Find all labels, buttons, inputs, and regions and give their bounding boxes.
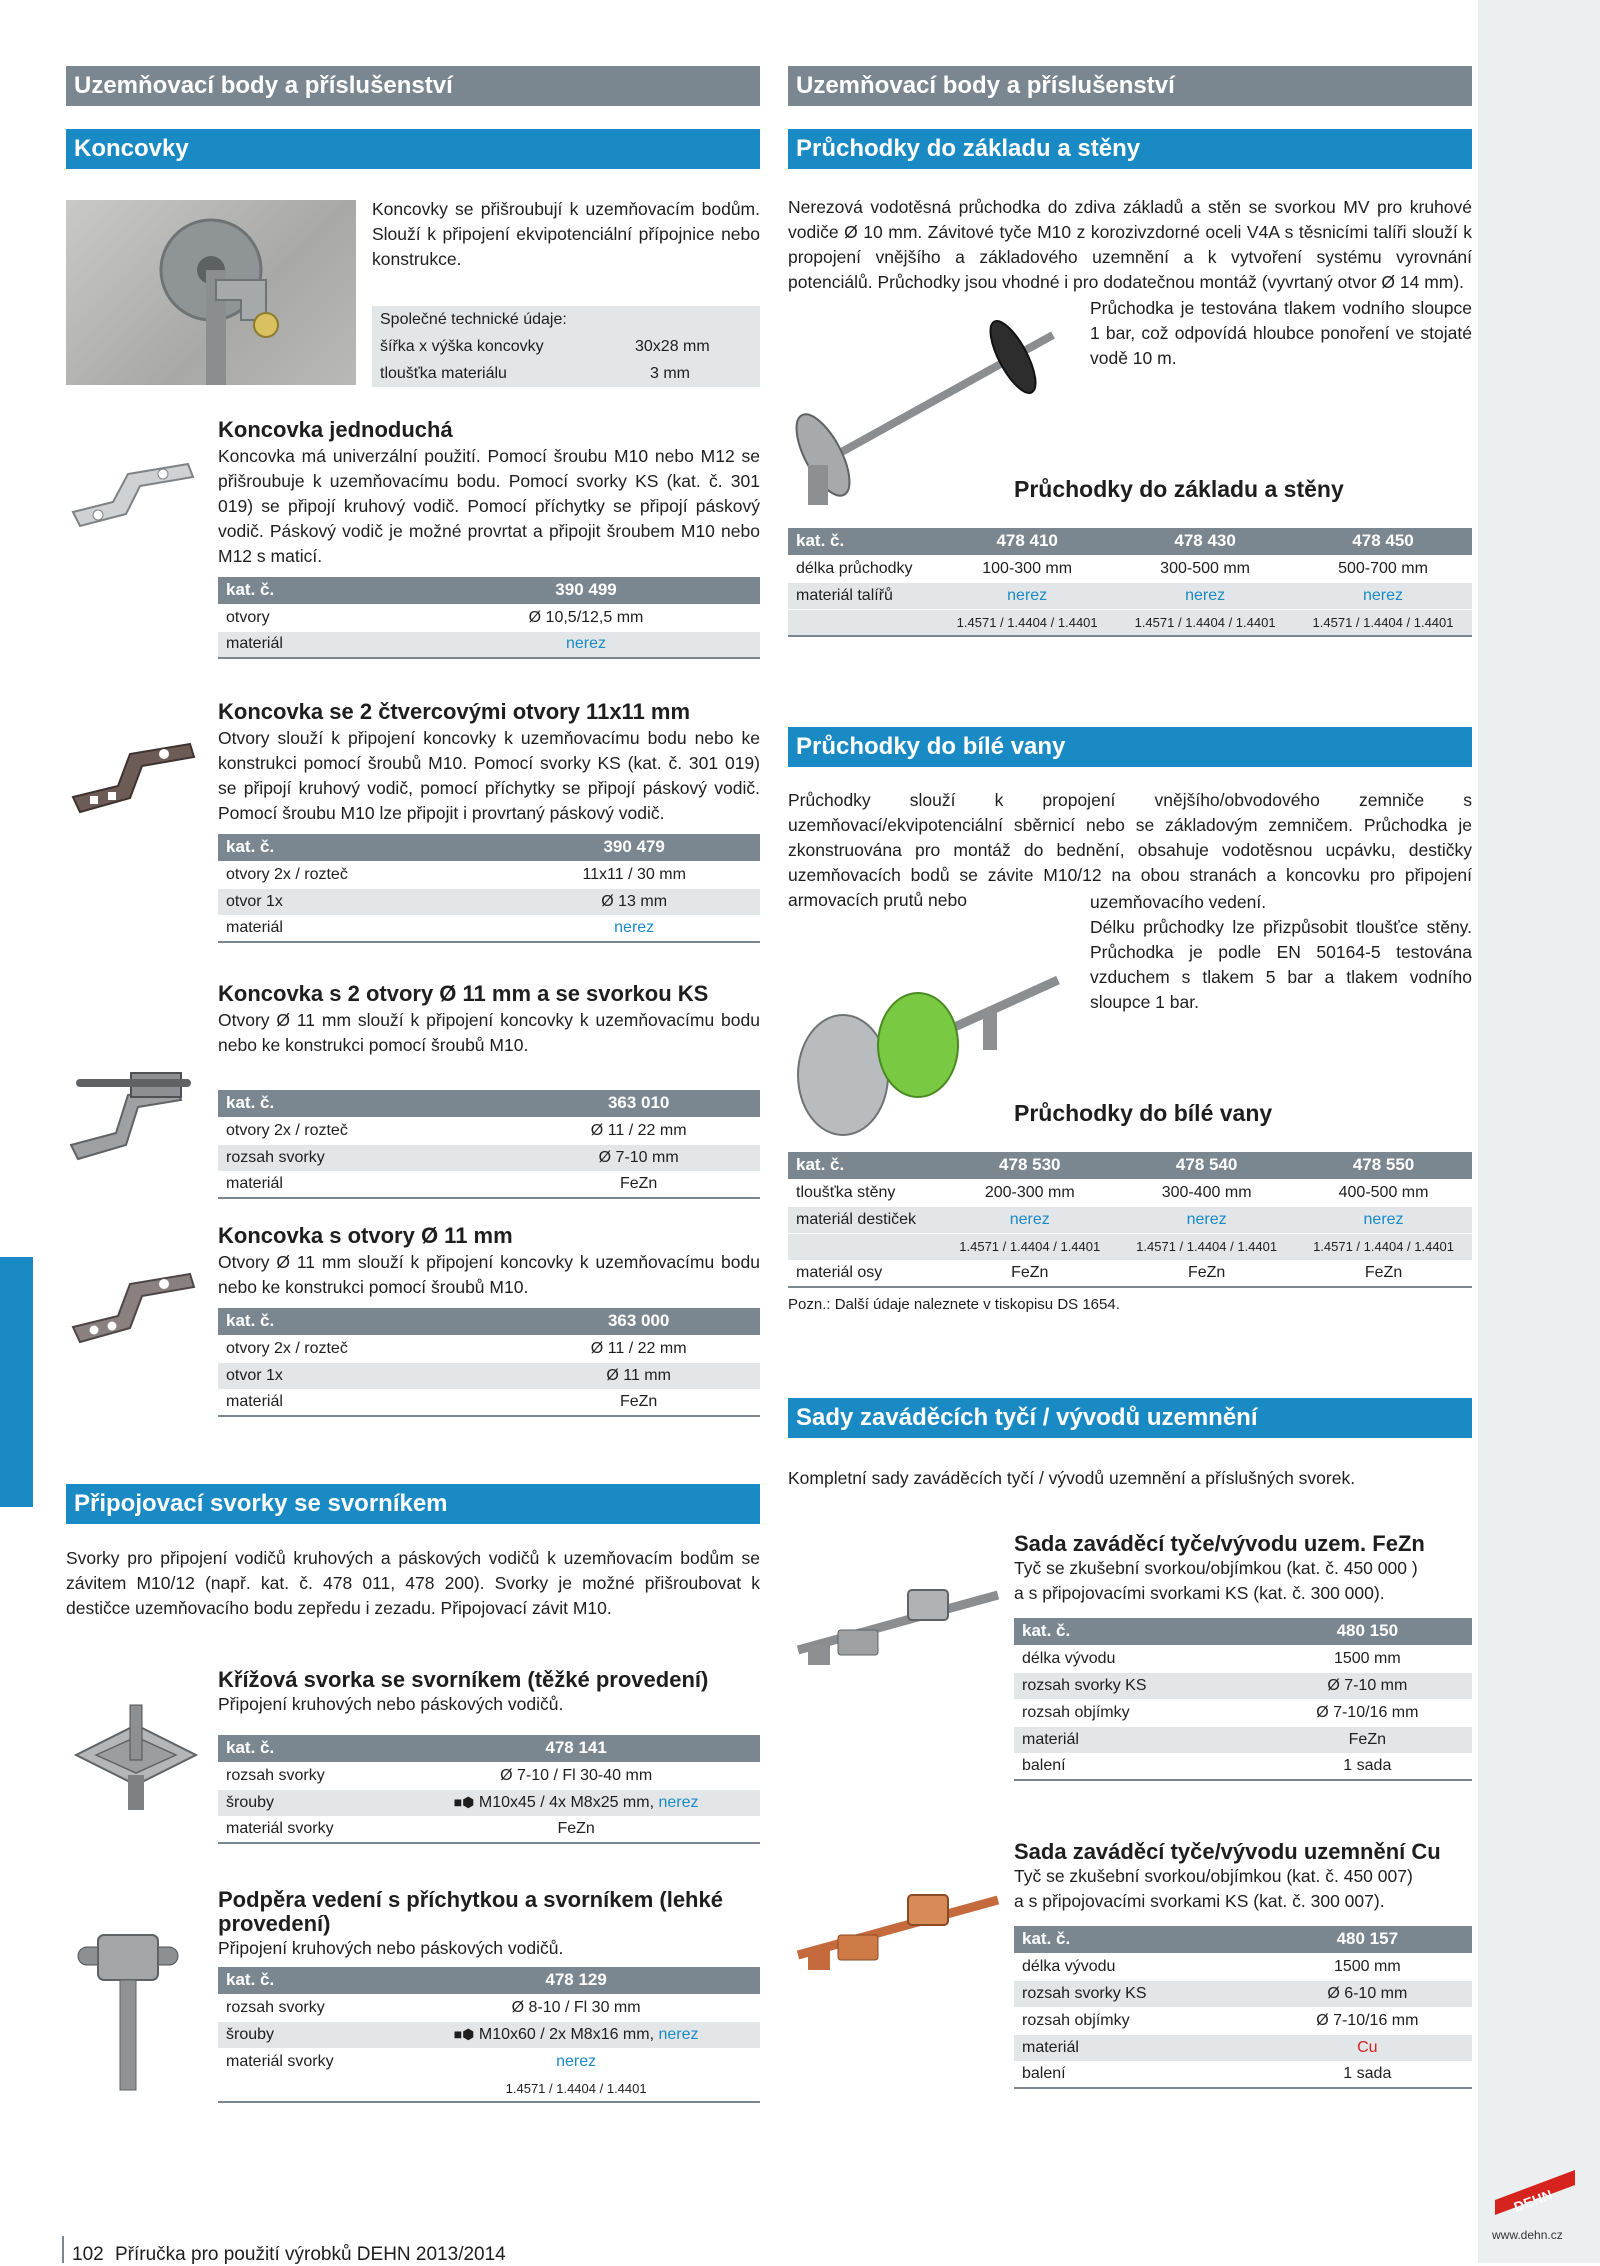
product-koncovka-ctvercove-otvory [218,700,760,943]
spec-table: kat. č. 363 010 otvory 2x / rozteč Ø 11 / 22 mm rozsah svorky Ø 7-10 mm materiál FeZn [218,1090,760,1199]
zaklad-intro: Nerezová vodotěsná průchodka do zdiva základů a stěn se svorkou MV pro kruhové vodiče Ø 10 mm. Závitové tyče M10 z korozivzdorné oceli V4A s těsnicími talíři slouží k propojení vnějšího a základového uzemnění a k vytvoření systému vyrovnání potenciálů. Průchodky jsou vhodné i pro dodatečnou montáž (vyvrtaný otvor Ø 14 mm). [788,197,1472,292]
footer-title: Příručka pro použití výrobků DEHN 2013/2014 [114,2244,506,2265]
vany-table-title: Průchodky do bílé vany [1014,1100,1273,1126]
product-title: Koncovka s 2 otvory Ø 11 mm a se svorkou KS [218,981,709,1006]
zaklad-table-title: Průchodky do základu a stěny [1014,476,1344,502]
svorky-intro: Svorky pro připojení vodičů kruhových a páskových vodičů k uzemňovacím bodům se závitem M10/12 (např. kat. č. 478 011, 478 200). Svorky je možné přišroubovat k destičce uzemňovacího bodu zepředu i zezadu. Připojovací závit M10. [66,1548,760,1618]
dehn-logo [1495,2160,1575,2220]
product-title: Sada zaváděcí tyče/vývodu uzem. FeZn [1014,1531,1425,1556]
product-subtitle-2: a s připojovacími svorkami KS (kat. č. 300 007). [1014,1891,1385,1911]
right-column [788,66,1472,295]
product-subtitle-2: a s připojovacími svorkami KS (kat. č. 300 000). [1014,1583,1385,1603]
section-header-vany: Průchodky do bílé vany [788,727,1472,767]
product-title: Koncovka s otvory Ø 11 mm [218,1223,513,1248]
tech-row: tloušťka materiálu 3 mm [380,365,690,382]
product-subtitle: Připojení kruhových nebo páskových vodičů. [218,1938,564,1958]
left-column [66,66,760,169]
chapter-tab [0,1257,33,1507]
product-title: Podpěra vedení s příchytkou a svorníkem (lehké provedení) [218,1887,723,1936]
section-header-svorky: Připojovací svorky se svorníkem [66,1484,760,1524]
podpera-vedeni-image [68,1925,188,2095]
section-header-main: Uzemňovací body a příslušenství [66,66,760,106]
product-title: Koncovka jednoduchá [218,417,453,442]
vany-intro-3: Délku průchodky lze přizpůsobit tloušťce stěny. Průchodka je podle EN 50164-5 testována vzduchem s tlakem 5 bar a tlakem vodního sloupce 1 bar. [1090,917,1472,1012]
screw-icon: ■⬢ [453,1793,475,1810]
zaklad-table-wrap [788,528,1472,637]
sada-cu-image [788,1860,1008,1990]
product-sada-cu [1014,1840,1472,2089]
product-subtitle: Připojení kruhových nebo páskových vodičů. [218,1694,564,1714]
spec-table: kat. č. 478 129 rozsah svorky Ø 8-10 / Fl 30 mm šrouby ■⬢ M10x60 / 2x M8x16 mm, nerez materiál svorky nerez 1.4571 / 1.4404 / 1.4401 [218,1967,760,2103]
tech-specs [372,306,760,387]
sady-intro: Kompletní sady zaváděcích tyčí / vývodů uzemnění a příslušných svorek. [788,1468,1356,1488]
screw-icon: ■⬢ [453,2025,475,2042]
product-krizova-svorka [218,1668,760,1844]
spec-table: kat. č. 480 150 délka vývodu 1500 mm rozsah svorky KS Ø 7-10 mm rozsah objímky Ø 7-10/16 mm materiál FeZn balení 1 sada [1014,1618,1472,1781]
spec-table-vany: kat. č. 478 530 478 540 478 550 tloušťka stěny 200-300 mm 300-400 mm 400-500 mm materiál destiček nerez nerez nerez 1.4571 / 1.4404 / 1.4401 1.4571 / 1.4404 / 1.4401 1.4571 / 1.4404 / 1.4401 materiál osy FeZn FeZn FeZn [788,1152,1472,1288]
vany-intro: Průchodky slouží k propojení vnějšího/obvodového zemniče s uzemňovací/ekvipotenciální sběrnicí nebo se základovým zemničem. Průchodka je zkonstruována pro montáž do bednění, obsahuje vodotěsnou ucpávku, destičky uzemňovacích bodů se závite M10/12 na obou stranách a koncovku pro připojení armovacích prutů nebo [788,790,1472,910]
product-description: Koncovka má univerzální použití. Pomocí šroubu M10 nebo M12 se přišroubuje k uzemňovacímu bodu. Pomocí svorky KS (kat. č. 301 019) se připojí kruhový vodič. Pomocí příchytky se připojí páskový vodič. Páskový vodič je možné provrtat a připojit šroubem M10 nebo M12 s maticí. [218,446,760,566]
product-description: Otvory Ø 11 mm slouží k připojení koncovky k uzemňovacímu bodu nebo ke konstrukci pomocí šroubů M10. [218,1010,760,1055]
koncovka-se-svorkou-image [66,1055,196,1170]
product-description: Otvory Ø 11 mm slouží k připojení koncovky k uzemňovacímu bodu nebo ke konstrukci pomocí šroubů M10. [218,1252,760,1297]
product-description: Otvory slouží k připojení koncovky k uzemňovacímu bodu nebo ke konstrukci pomocí šroubů M10. Pomocí svorky KS (kat. č. 301 019) se připojí kruhový vodič, pomocí příchytky se připojí páskový vodič. Pomocí šroubu M10 lze připojit i provrtaný páskový vodič. [218,728,760,823]
section-header-main-right: Uzemňovací body a příslušenství [788,66,1472,106]
koncovky-photo [66,200,356,385]
spec-table: kat. č. 390 479 otvory 2x / rozteč 11x11 / 30 mm otvor 1x Ø 13 mm materiál nerez [218,834,760,943]
tech-title: Společné technické údaje: [380,311,567,328]
koncovka-ctvercove-otvory-image [68,742,198,832]
spec-table: kat. č. 480 157 délka vývodu 1500 mm rozsah svorky KS Ø 6-10 mm rozsah objímky Ø 7-10/16 mm materiál Cu balení 1 sada [1014,1926,1472,2089]
sada-fezn-image [788,1555,1008,1685]
spec-table: kat. č. 390 499 otvory Ø 10,5/12,5 mm materiál nerez [218,577,760,659]
product-podpera-vedeni [218,1888,760,2103]
page-margin-strip [1478,0,1600,2263]
product-koncovka-se-svorkou [218,982,760,1199]
spec-table-zaklad: kat. č. 478 410 478 430 478 450 délka průchodky 100-300 mm 300-500 mm 500-700 mm materiál talířů nerez nerez nerez 1.4571 / 1.4404 / 1.4401 1.4571 / 1.4404 / 1.4401 1.4571 / 1.4404 / 1.4401 [788,528,1472,637]
krizova-svorka-image [66,1695,201,1815]
spec-table: kat. č. 478 141 rozsah svorky Ø 7-10 / Fl 30-40 mm šrouby ■⬢ M10x45 / 4x M8x25 mm, nerez materiál svorky FeZn [218,1735,760,1844]
product-koncovka-jednoducha [218,418,760,659]
product-sada-fezn [1014,1532,1472,1781]
tech-row: šířka x výška koncovky 30x28 mm [380,338,710,355]
product-koncovka-s-otvory [218,1224,760,1417]
section-header-zaklad: Průchodky do základu a stěny [788,129,1472,169]
product-subtitle-1: Tyč se zkušební svorkou/objímkou (kat. č. 450 000 ) [1014,1558,1418,1578]
product-subtitle-1: Tyč se zkušební svorkou/objímkou (kat. č. 450 007) [1014,1866,1413,1886]
footer-divider [62,2236,64,2263]
koncovka-s-otvory-image [68,1272,198,1362]
product-title: Koncovka se 2 čtvercovými otvory 11x11 mm [218,699,691,724]
vany-note: Pozn.: Další údaje naleznete v tiskopisu DS 1654. [788,1296,1120,1313]
svg-text:DEHN: DEHN [1511,2186,1555,2216]
product-title: Křížová svorka se svorníkem (těžké provedení) [218,1667,709,1692]
koncovky-intro: Koncovky se přišroubují k uzemňovacím bodům. Slouží k připojení ekvipotenciální přípojnice nebo konstrukce. [372,199,760,269]
page-number: 102 [72,2244,104,2265]
spec-table: kat. č. 363 000 otvory 2x / rozteč Ø 11 / 22 mm otvor 1x Ø 11 mm materiál FeZn [218,1308,760,1417]
product-title: Sada zaváděcí tyče/vývodu uzemnění Cu [1014,1839,1441,1864]
section-header-sady: Sady zaváděcích tyčí / vývodů uzemnění [788,1398,1472,1438]
vany-table-wrap [788,1152,1472,1313]
zaklad-intro-2: Průchodka je testována tlakem vodního sloupce 1 bar, což odpovídá hloubce ponoření ve stojaté vodě 10 m. [1090,298,1472,368]
section-header-koncovky: Koncovky [66,129,760,169]
footer-url: www.dehn.cz [1492,2228,1563,2242]
koncovka-jednoducha-image [68,462,198,552]
vany-intro-2: uzemňovacího vedení. [1090,892,1267,912]
